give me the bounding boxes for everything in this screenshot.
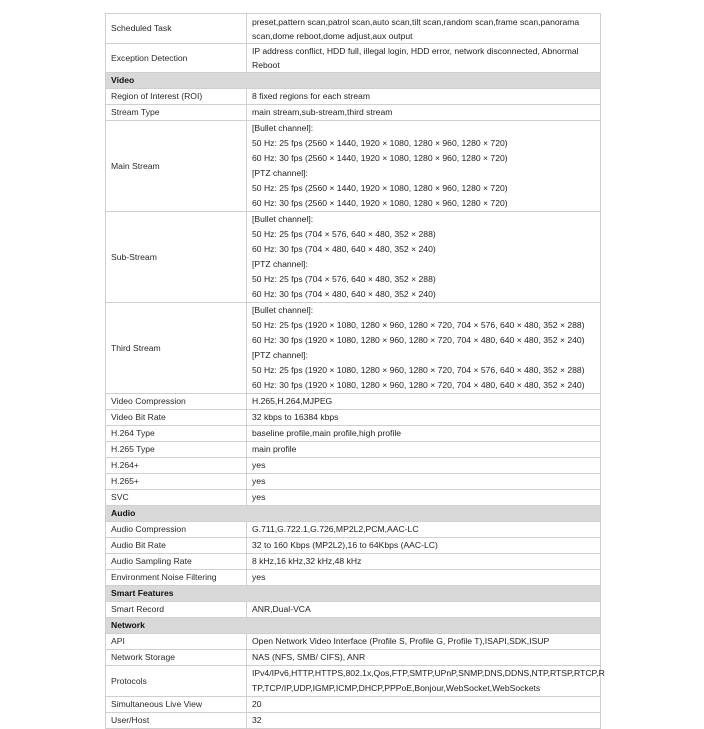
table-row-smart-record bbox=[106, 602, 601, 618]
row-value: yes bbox=[247, 570, 601, 586]
value-line: IPv4/IPv6,HTTP,HTTPS,802.1x,Qos,FTP,SMTP,UPnP,SNMP,DNS,DDNS,NTP,RTSP,RTCP,R bbox=[252, 668, 605, 678]
table-row-h264-plus bbox=[106, 458, 601, 474]
row-value: main profile bbox=[247, 442, 601, 458]
row-value: 8 kHz,16 kHz,32 kHz,48 kHz bbox=[247, 554, 601, 570]
row-label: H.265+ bbox=[106, 474, 247, 490]
table-row-stream-type bbox=[106, 105, 601, 121]
value-line: 50 Hz: 25 fps (704 × 576, 640 × 480, 352 × 288) bbox=[252, 274, 436, 284]
row-label: Audio Compression bbox=[106, 522, 247, 538]
table-row-audio-sampling-rate bbox=[106, 554, 601, 570]
section-title: Video bbox=[106, 73, 601, 89]
row-label: Main Stream bbox=[106, 121, 247, 212]
row-value: yes bbox=[247, 490, 601, 506]
row-label: Network Storage bbox=[106, 650, 247, 666]
row-value bbox=[247, 121, 601, 212]
row-label: Exception Detection bbox=[106, 44, 247, 73]
row-value: 32 bbox=[247, 713, 601, 729]
value-line: 60 Hz: 30 fps (2560 × 1440, 1920 × 1080, 1280 × 960, 1280 × 720) bbox=[252, 198, 508, 208]
table-row-sub-stream bbox=[106, 212, 601, 303]
table-row-exception-detection bbox=[106, 44, 601, 73]
row-label: SVC bbox=[106, 490, 247, 506]
row-label: Stream Type bbox=[106, 105, 247, 121]
section-header-video bbox=[106, 73, 601, 89]
row-value: 32 kbps to 16384 kbps bbox=[247, 410, 601, 426]
value-line: [Bullet channel]: bbox=[252, 123, 314, 133]
section-title: Audio bbox=[106, 506, 601, 522]
value-line: 60 Hz: 30 fps (704 × 480, 640 × 480, 352 × 240) bbox=[252, 289, 436, 299]
row-label: User/Host bbox=[106, 713, 247, 729]
row-value: yes bbox=[247, 474, 601, 490]
row-value: ANR,Dual-VCA bbox=[247, 602, 601, 618]
value-line: TP,TCP/IP,UDP,IGMP,ICMP,DHCP,PPPoE,Bonjour,WebSocket,WebSockets bbox=[252, 683, 541, 693]
row-value: H.265,H.264,MJPEG bbox=[247, 394, 601, 410]
table-row-h265-type bbox=[106, 442, 601, 458]
value-line: [Bullet channel]: bbox=[252, 305, 314, 315]
table-row-video-bit-rate bbox=[106, 410, 601, 426]
row-value: Open Network Video Interface (Profile S, Profile G, Profile T),ISAPI,SDK,ISUP bbox=[247, 634, 601, 650]
row-value bbox=[247, 212, 601, 303]
table-row-audio-bit-rate bbox=[106, 538, 601, 554]
section-header-audio bbox=[106, 506, 601, 522]
row-value: preset,pattern scan,patrol scan,auto scan,tilt scan,random scan,frame scan,panorama scan,dome reboot,dome adjust,aux output bbox=[247, 14, 601, 44]
row-label: Smart Record bbox=[106, 602, 247, 618]
section-title: Network bbox=[106, 618, 601, 634]
value-line: 60 Hz: 30 fps (1920 × 1080, 1280 × 960, 1280 × 720, 704 × 480, 640 × 480, 352 × 240) bbox=[252, 380, 585, 390]
row-label: H.265 Type bbox=[106, 442, 247, 458]
row-label: Third Stream bbox=[106, 303, 247, 394]
row-value bbox=[247, 666, 605, 697]
value-line: 60 Hz: 30 fps (2560 × 1440, 1920 × 1080, 1280 × 960, 1280 × 720) bbox=[252, 153, 508, 163]
specification-table bbox=[105, 13, 605, 729]
row-label: Simultaneous Live View bbox=[106, 697, 247, 713]
table-row-h265-plus bbox=[106, 474, 601, 490]
table-row-third-stream bbox=[106, 303, 601, 394]
table-row-audio-compression bbox=[106, 522, 601, 538]
row-label: Protocols bbox=[106, 666, 247, 697]
value-line: 60 Hz: 30 fps (704 × 480, 640 × 480, 352 × 240) bbox=[252, 244, 436, 254]
table-row-protocols bbox=[106, 666, 601, 697]
table-row-user-host bbox=[106, 713, 601, 729]
table-row-roi bbox=[106, 89, 601, 105]
row-label: Environment Noise Filtering bbox=[106, 570, 247, 586]
value-line: 50 Hz: 25 fps (1920 × 1080, 1280 × 960, 1280 × 720, 704 × 576, 640 × 480, 352 × 288) bbox=[252, 320, 585, 330]
row-value: baseline profile,main profile,high profile bbox=[247, 426, 601, 442]
table-row-simultaneous-live-view bbox=[106, 697, 601, 713]
table-row-environment-noise-filtering bbox=[106, 570, 601, 586]
value-line: 50 Hz: 25 fps (1920 × 1080, 1280 × 960, 1280 × 720, 704 × 576, 640 × 480, 352 × 288) bbox=[252, 365, 585, 375]
value-line: 50 Hz: 25 fps (2560 × 1440, 1920 × 1080, 1280 × 960, 1280 × 720) bbox=[252, 183, 508, 193]
value-line: 50 Hz: 25 fps (2560 × 1440, 1920 × 1080, 1280 × 960, 1280 × 720) bbox=[252, 138, 508, 148]
table-row-h264-type bbox=[106, 426, 601, 442]
table-row-main-stream bbox=[106, 121, 601, 212]
table-row-svc bbox=[106, 490, 601, 506]
value-line: [PTZ channel]: bbox=[252, 168, 308, 178]
row-label: Sub-Stream bbox=[106, 212, 247, 303]
row-label: Video Compression bbox=[106, 394, 247, 410]
row-label: Scheduled Task bbox=[106, 14, 247, 44]
value-line: [PTZ channel]: bbox=[252, 259, 308, 269]
row-value: yes bbox=[247, 458, 601, 474]
value-line: 60 Hz: 30 fps (1920 × 1080, 1280 × 960, 1280 × 720, 704 × 480, 640 × 480, 352 × 240) bbox=[252, 335, 585, 345]
section-header-network bbox=[106, 618, 601, 634]
table-row-network-storage bbox=[106, 650, 601, 666]
row-label: Video Bit Rate bbox=[106, 410, 247, 426]
row-label: Region of Interest (ROI) bbox=[106, 89, 247, 105]
section-title: Smart Features bbox=[106, 586, 601, 602]
row-value: 32 to 160 Kbps (MP2L2),16 to 64Kbps (AAC-LC) bbox=[247, 538, 601, 554]
value-line: [PTZ channel]: bbox=[252, 350, 308, 360]
value-line: 50 Hz: 25 fps (704 × 576, 640 × 480, 352 × 288) bbox=[252, 229, 436, 239]
row-value: IP address conflict, HDD full, illegal login, HDD error, network disconnected, Abnormal Reboot bbox=[247, 44, 601, 73]
row-value: G.711,G.722.1,G.726,MP2L2,PCM,AAC-LC bbox=[247, 522, 601, 538]
row-value: NAS (NFS, SMB/ CIFS), ANR bbox=[247, 650, 601, 666]
table-row-api bbox=[106, 634, 601, 650]
row-label: H.264+ bbox=[106, 458, 247, 474]
section-header-smart-features bbox=[106, 586, 601, 602]
row-value: 8 fixed regions for each stream bbox=[247, 89, 601, 105]
table-row-scheduled-task bbox=[106, 14, 601, 44]
table-row-video-compression bbox=[106, 394, 601, 410]
row-label: Audio Bit Rate bbox=[106, 538, 247, 554]
row-label: H.264 Type bbox=[106, 426, 247, 442]
row-value: 20 bbox=[247, 697, 601, 713]
row-value: main stream,sub-stream,third stream bbox=[247, 105, 601, 121]
value-line: [Bullet channel]: bbox=[252, 214, 314, 224]
row-label: API bbox=[106, 634, 247, 650]
row-label: Audio Sampling Rate bbox=[106, 554, 247, 570]
row-value bbox=[247, 303, 601, 394]
